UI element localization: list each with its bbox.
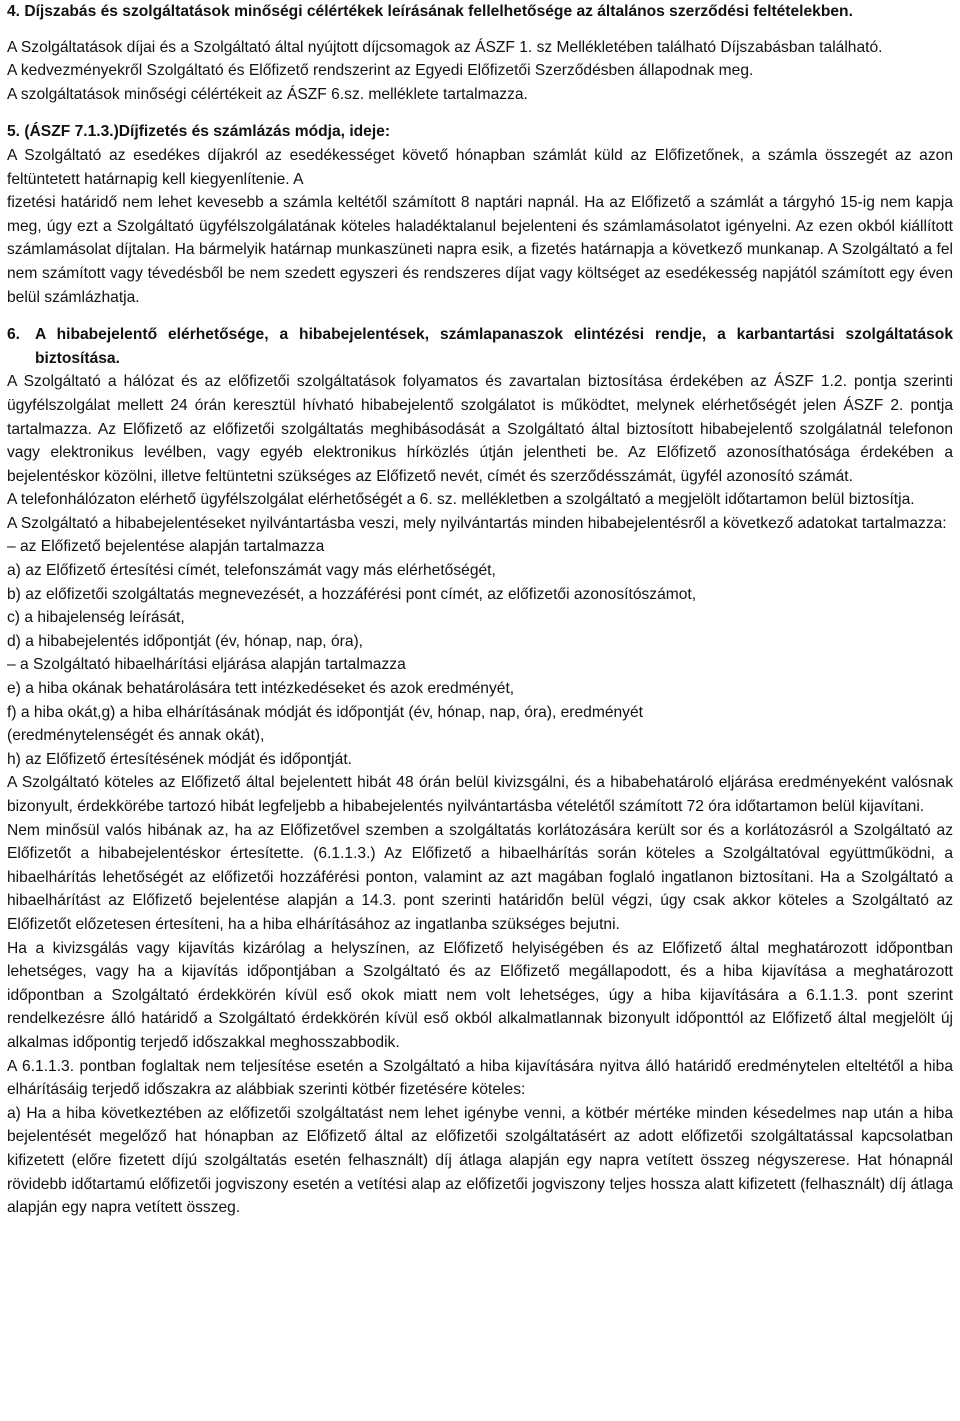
section-5-paragraph-2: fizetési határidő nem lehet kevesebb a számla keltétől számított 8 naptári napnál. Ha az Előfizető a számlát a tárgyhó 15-ig nem kapja meg, úgy ezt a Szolgáltató ügyfélszolgálatának köteles haladéktalanul bejelenteni és számlamásolatot igényelni. Az ezen okból kiállított számlamásolat díjtalan. Ha bármelyik határnap munkaszüneti napra esik, a fizetés határnapja a következő munkanap. A Szolgáltató a fel nem számított vagy tévedésből be nem szedett egyszeri és rendszeres díjat vagy költséget az esedékesség napjától számított egy éven belül számlázhatja.	[7, 194, 953, 306]
section-6-title: A hibabejelentő elérhetősége, a hibabejelentések, számlapanaszok elintézési rendje, a karbantartási szolgáltatások biztosítása.	[35, 326, 953, 367]
section-6-paragraph-6: Ha a kivizsgálás vagy kijavítás kizárólag a helyszínen, az Előfizető helyiségében és az Előfizető által meghatározott időpontban lehetséges, vagy ha a kijavítás időpontjában a Szolgáltató és az Előfizető megállapodott, és a hiba kijavítása a meghatározott időpontban a Szolgáltató érdekkörén kívül eső okok miatt nem volt lehetséges, úgy a hiba kijavítására a 6.1.1.3. pont szerint rendelkezésre álló határidő a Szolgáltató érdekkörén kívül eső okból alkalmatlannak bizonyult időponttól az Előfizető által megjelölt új alkalmas időpontig terjedő időszakkal meghosszabbodik.	[7, 939, 953, 1051]
section-6-paragraph-8: a) Ha a hiba következtében az előfizetői szolgáltatást nem lehet igénybe venni, a kötbér mértéke minden késedelmes nap után a hiba bejelentését megelőző hat hónapban az Előfizető által az előfizetői szolgáltatásért az adott előfizetői szolgáltatással kapcsolatban kifizetett (előre fizetett díjú szolgáltatás esetén felhasznált) díj átlaga alapján egy napra vetített összeg négyszerese. Hat hónapnál rövidebb időtartamú előfizetői jogviszony esetén a vetítési alap az előfizetői jogviszony teljes hossza alatt kifizetett (felhasznált) díj átlaga alapján egy napra vetített összeg.	[7, 1104, 953, 1217]
section-4-line-3: A szolgáltatások minőségi célértékeit az ÁSZF 6.sz. melléklete tartalmazza.	[7, 85, 528, 103]
section-5-heading: 5. (ÁSZF 7.1.3.)Díjfizetés és számlázás módja, ideje:	[7, 123, 391, 141]
list-item: b) az előfizetői szolgáltatás megnevezését, a hozzáférési pont címét, az előfizetői azonosítószámot,	[7, 585, 697, 603]
list-item: – az Előfizető bejelentése alapján tartalmazza	[7, 538, 325, 556]
section-5	[7, 120, 953, 309]
section-6-paragraph-2: A telefonhálózaton elérhető ügyfélszolgálat elérhetőségét a 6. sz. mellékletben a szolgáltató a megjelölt időtartamon belül biztosítja.	[7, 491, 915, 509]
section-6-paragraph-1: A Szolgáltató a hálózat és az előfizetői szolgáltatások folyamatos és zavartalan biztosítása érdekében az ÁSZF 1.2. pontja szerinti ügyfélszolgálat mellett 24 órán keresztül hívható hibabejelentő szolgálatot is működtet, melynek elérhetőségét jelen ÁSZF 2. pontja tartalmazza. Az Előfizető az előfizetői szolgáltatás meghibásodását a Szolgáltató által biztosított hibabejelentő szolgálatnál telefonon vagy elektronikus levélben, vagy egyéb elektronikus hírközlés útján jelentheti be. Az Előfizető azonosíthatósága érdekében a bejelentéskor közölni, illetve feltüntetni szükséges az Előfizető nevét, címét és szerződésszámát, ügyfél azonosító számát.	[7, 373, 953, 485]
list-item: a) az Előfizető értesítési címét, telefonszámát vagy más elérhetőségét,	[7, 562, 496, 580]
list-item: d) a hibabejelentés időpontját (év, hónap, nap, óra),	[7, 632, 364, 650]
section-5-paragraph-1: A Szolgáltató az esedékes díjakról az esedékességet követő hónapban számlát küld az Előfizetőnek, a számla összegét az azon feltüntetett határnapig kell kiegyenlítenie. A	[7, 146, 953, 188]
section-6-number: 6.	[7, 326, 21, 344]
list-item: f) a hiba okát,g) a hiba elhárításának módját és időpontját (év, hónap, nap, óra), eredményét	[7, 703, 643, 721]
list-item: – a Szolgáltató hibaelhárítási eljárása alapján tartalmazza	[7, 656, 406, 674]
section-4-line-2: A kedvezményekről Szolgáltató és Előfizető rendszerint az Egyedi Előfizetői Szerződésben állapodnak meg.	[7, 62, 754, 80]
section-6-paragraph-3: A Szolgáltató a hibabejelentéseket nyilvántartásba veszi, mely nyilvántartás minden hibabejelentésről a következő adatokat tartalmazza:	[7, 514, 947, 532]
section-6-paragraph-4: A Szolgáltató köteles az Előfizető által bejelentett hibát 48 órán belül kivizsgálni, és a hibabehatároló eljárása eredményeként valósnak bizonyult, érdekkörébe tartozó hibát legfeljebb a hibabejelentés nyilvántartásba vételétől számított 72 óra időtartamon belül kijavítani.	[7, 774, 953, 815]
section-6-heading	[7, 323, 953, 370]
section-6-paragraph-7: A 6.1.1.3. pontban foglaltak nem teljesítése esetén a Szolgáltató a hiba kijavítására nyitva álló határidő eredménytelen elteltétől a hiba elhárításáig terjedő időszakra az alábbiak szerinti kötbér fizetésére köteles:	[7, 1057, 953, 1099]
section-4-line-1: A Szolgáltatások díjai és a Szolgáltató által nyújtott díjcsomagok az ÁSZF 1. sz Mellékletében található Díjszabásban található.	[7, 38, 883, 56]
section-6	[7, 323, 953, 1220]
section-4	[7, 0, 953, 106]
section-6-paragraph-5: Nem minősül valós hibának az, ha az Előfizetővel szemben a szolgáltatás korlátozására került sor és a korlátozásról a Szolgáltató az Előfizetőt a hibabejelentéskor értesítette. (6.1.1.3.) Az Előfizető a hibaelhárítás során köteles a Szolgáltatóval együttműködni, a hibaelhárítás lehetőségét az előfizetői hozzáférési ponton, valamint az azt magában foglaló ingatlanon biztosítani. Ha a Szolgáltató a hibaelhárítást az Előfizető bejelentése alapján a 14.3. pont szerinti határidőn belül végzi, úgy csak akkor köteles a Szolgáltató az Előfizetőt előzetesen értesíteni, ha a hiba elhárításához az ingatlanba szükséges bejutni.	[7, 821, 953, 933]
section-4-heading: 4. Díjszabás és szolgáltatások minőségi célértékek leírásának fellelhetősége az általános szerződési feltételekben.	[7, 3, 853, 20]
list-item: e) a hiba okának behatárolására tett intézkedéseket és azok eredményét,	[7, 680, 515, 698]
list-item: h) az Előfizető értesítésének módját és időpontját.	[7, 750, 352, 768]
list-item: (eredménytelenségét és annak okát),	[7, 727, 265, 745]
list-item: c) a hibajelenség leírását,	[7, 609, 185, 627]
